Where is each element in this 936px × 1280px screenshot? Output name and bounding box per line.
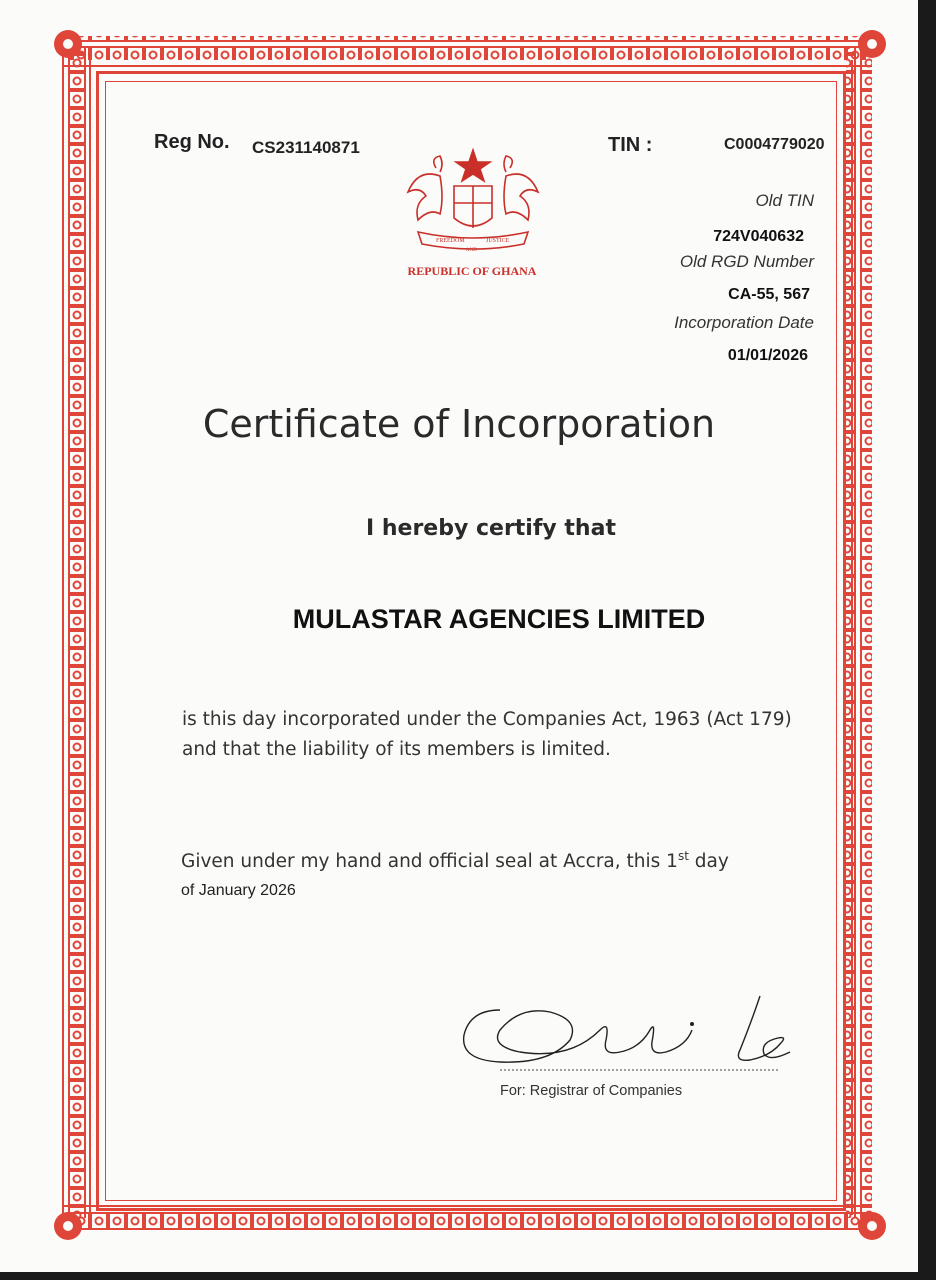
registrar-caption: For: Registrar of Companies xyxy=(500,1083,683,1099)
old-tin-label: Old TIN xyxy=(755,191,814,210)
old-rgd-value: CA-55, 567 xyxy=(728,286,810,303)
given-suffix: day xyxy=(688,851,729,873)
company-name: MULASTAR AGENCIES LIMITED xyxy=(292,604,706,634)
reg-no-label: Reg No. xyxy=(154,131,230,153)
tin-value: C0004779020 xyxy=(724,136,825,153)
incorporation-date-label: Incorporation Date xyxy=(674,313,814,332)
ghana-coat-of-arms-icon xyxy=(400,148,546,264)
motto-right: JUSTICE xyxy=(486,238,510,244)
old-tin-value: 724V040632 xyxy=(713,228,804,245)
given-ordinal: st xyxy=(677,849,689,863)
motto-center: AND xyxy=(466,248,477,253)
motto-left: FREEDOM xyxy=(436,238,465,244)
certify-line: I hereby certify that xyxy=(366,516,616,541)
registrar-signature xyxy=(460,990,800,1080)
emblem-caption: REPUBLIC OF GHANA xyxy=(407,264,537,278)
old-rgd-label: Old RGD Number xyxy=(679,252,814,271)
certificate-title: Certificate of Incorporation xyxy=(202,402,716,446)
incorporation-statement: is this day incorporated under the Companies Act, 1963 (Act 179) and that the liability of its members is limited. xyxy=(182,709,792,760)
tin-label: TIN : xyxy=(608,134,653,156)
given-line xyxy=(181,849,729,872)
reg-no-value: CS231140871 xyxy=(252,138,360,157)
incorporation-date-value: 01/01/2026 xyxy=(727,347,808,364)
given-date-line: of January 2026 xyxy=(181,882,296,899)
given-prefix: Given under my hand and official seal at Accra, this 1 xyxy=(181,851,678,873)
